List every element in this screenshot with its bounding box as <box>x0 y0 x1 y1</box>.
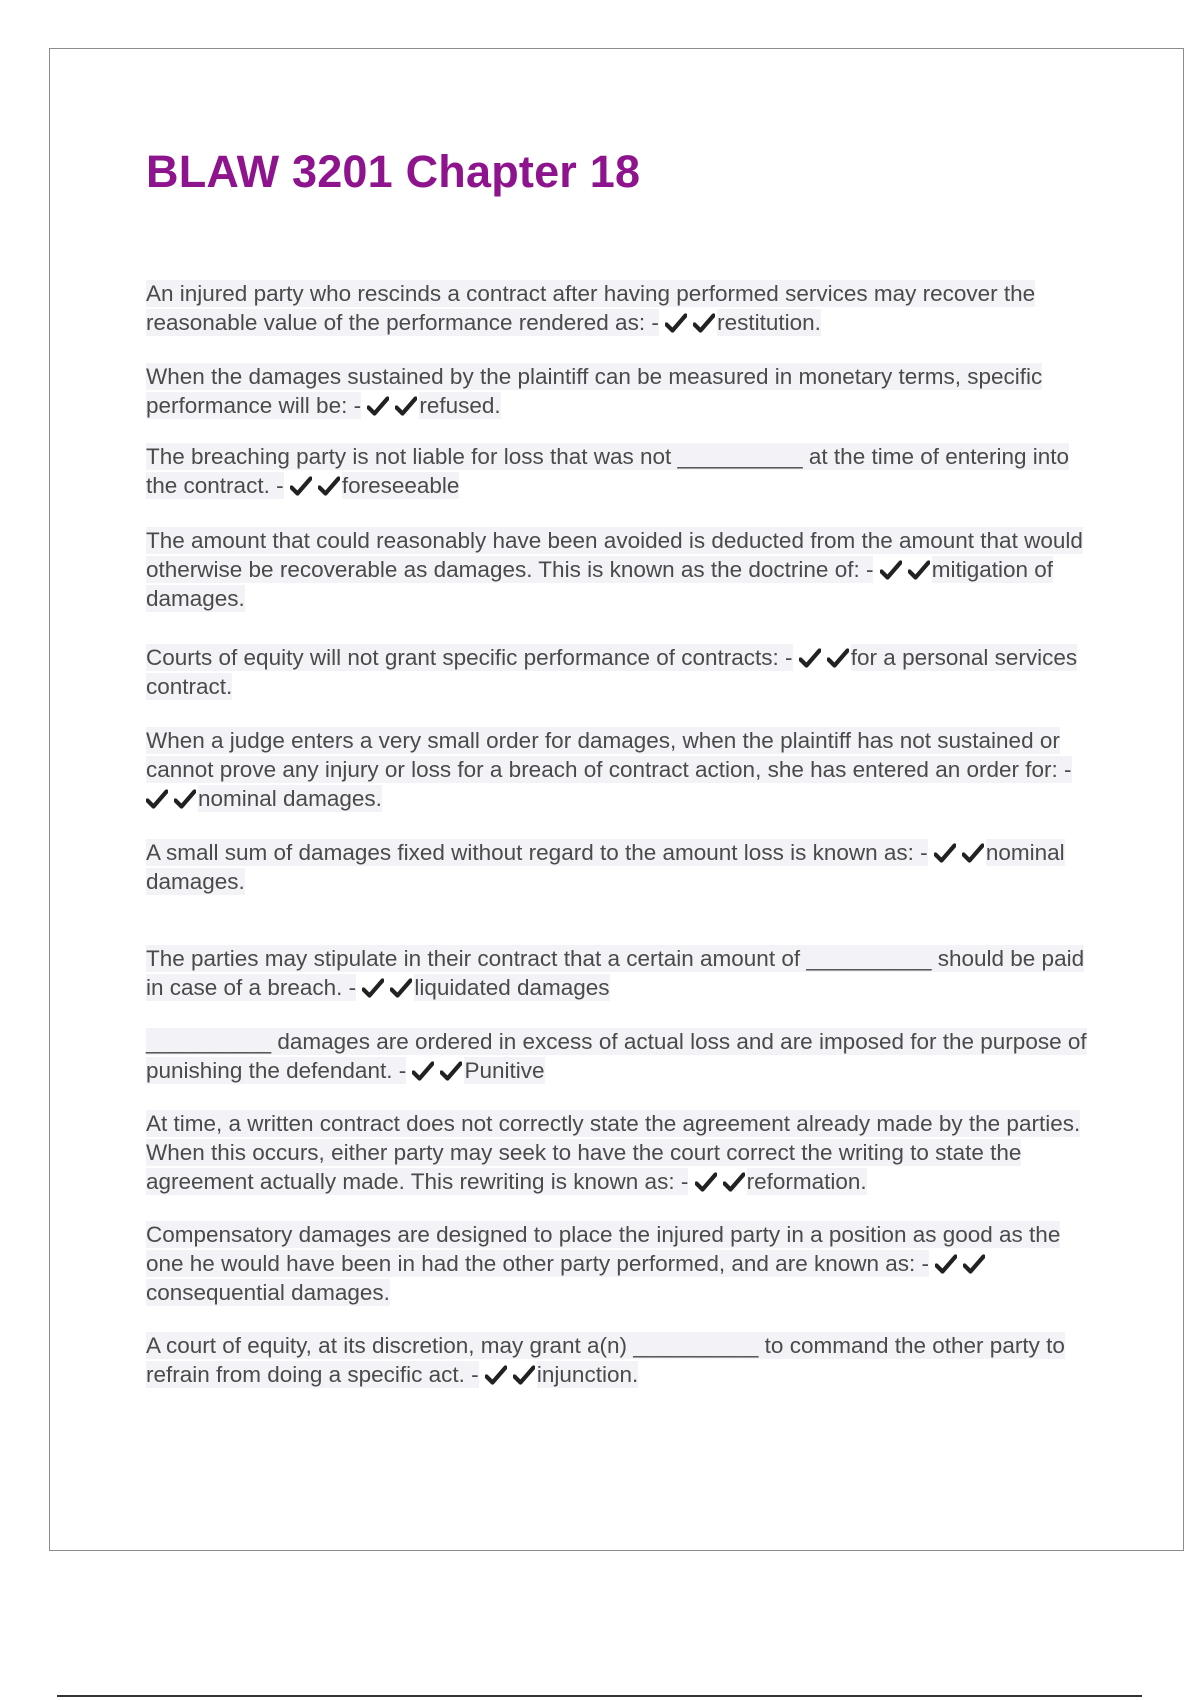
bottom-divider <box>57 1695 1142 1697</box>
checkmark-icon <box>695 1172 717 1192</box>
answer-text: injunction. <box>536 1362 639 1387</box>
question-text: An injured party who rescinds a contract after having performed services may recover the reasonable value of the performance rendered as: - <box>146 281 1036 335</box>
checkmark-icon <box>799 648 821 668</box>
question-text: At time, a written contract does not correctly state the agreement already made by the parties. When this occurs, either party may seek to have the court correct the writing to state the agreement actually made. This rewriting is known as: - <box>146 1111 1081 1194</box>
qa-item <box>146 838 1096 896</box>
question-text: A small sum of damages fixed without regard to the amount loss is known as: - <box>146 840 928 865</box>
checkmark-icon <box>290 476 312 496</box>
checkmark-icon <box>962 843 984 863</box>
checkmark-icon <box>935 1254 957 1274</box>
answer-text: for a personal services contract. <box>146 645 1078 699</box>
qa-item <box>146 279 1096 337</box>
answer-text: restitution. <box>717 310 821 335</box>
qa-item <box>146 944 1096 1002</box>
answer-text: consequential damages. <box>146 1280 390 1305</box>
checkmark-icon <box>665 313 687 333</box>
question-text: Compensatory damages are designed to place the injured party in a position as good as the one he would have been in had the other party performed, and are known as: - <box>146 1222 1061 1276</box>
checkmark-icon <box>412 1061 434 1081</box>
checkmark-icon <box>146 789 168 809</box>
checkmark-icon <box>963 1254 985 1274</box>
answer-text: refused. <box>419 393 501 418</box>
answer-text: nominal damages. <box>198 786 382 811</box>
qa-item <box>146 526 1096 613</box>
checkmark-icon <box>693 313 715 333</box>
answer-text: reformation. <box>746 1169 867 1194</box>
checkmark-icon <box>390 978 412 998</box>
qa-item <box>146 1220 1096 1307</box>
checkmark-icon <box>440 1061 462 1081</box>
checkmark-icon <box>362 978 384 998</box>
question-text: A court of equity, at its discretion, may grant a(n) __________ to command the other party to refrain from doing a specific act. - <box>146 1333 1065 1387</box>
answer-text: foreseeable <box>341 473 460 498</box>
checkmark-icon <box>367 396 389 416</box>
qa-item <box>146 1331 1096 1389</box>
answer-text: mitigation of damages. <box>146 557 1054 611</box>
answer-text: Punitive <box>464 1058 545 1083</box>
checkmark-icon <box>174 789 196 809</box>
question-text: When a judge enters a very small order for damages, when the plaintiff has not sustained or cannot prove any injury or loss for a breach of contract action, she has entered an order for: - <box>146 728 1072 782</box>
document-title: BLAW 3201 Chapter 18 <box>146 146 641 197</box>
checkmark-icon <box>880 560 902 580</box>
answer-text: liquidated damages <box>414 975 610 1000</box>
checkmark-icon <box>827 648 849 668</box>
qa-item <box>146 726 1096 813</box>
qa-item <box>146 643 1096 701</box>
checkmark-icon <box>485 1365 507 1385</box>
question-text: Courts of equity will not grant specific performance of contracts: - <box>146 645 793 670</box>
qa-item <box>146 1027 1096 1085</box>
question-text: The amount that could reasonably have been avoided is deducted from the amount that would otherwise be recoverable as damages. This is known as the doctrine of: - <box>146 528 1083 582</box>
question-text: When the damages sustained by the plaintiff can be measured in monetary terms, specific performance will be: - <box>146 364 1043 418</box>
qa-item <box>146 442 1096 500</box>
question-list <box>146 255 1096 1389</box>
qa-item <box>146 362 1096 420</box>
question-text: The parties may stipulate in their contract that a certain amount of __________ should be paid in case of a breach. - <box>146 946 1085 1000</box>
answer-text: nominal damages. <box>146 840 1065 894</box>
checkmark-icon <box>318 476 340 496</box>
checkmark-icon <box>908 560 930 580</box>
checkmark-icon <box>513 1365 535 1385</box>
question-text: The breaching party is not liable for loss that was not __________ at the time of entering into the contract. - <box>146 444 1070 498</box>
checkmark-icon <box>934 843 956 863</box>
qa-item <box>146 1109 1096 1196</box>
checkmark-icon <box>723 1172 745 1192</box>
checkmark-icon <box>395 396 417 416</box>
question-text: __________ damages are ordered in excess of actual loss and are imposed for the purpose of punishing the defendant. - <box>146 1029 1087 1083</box>
